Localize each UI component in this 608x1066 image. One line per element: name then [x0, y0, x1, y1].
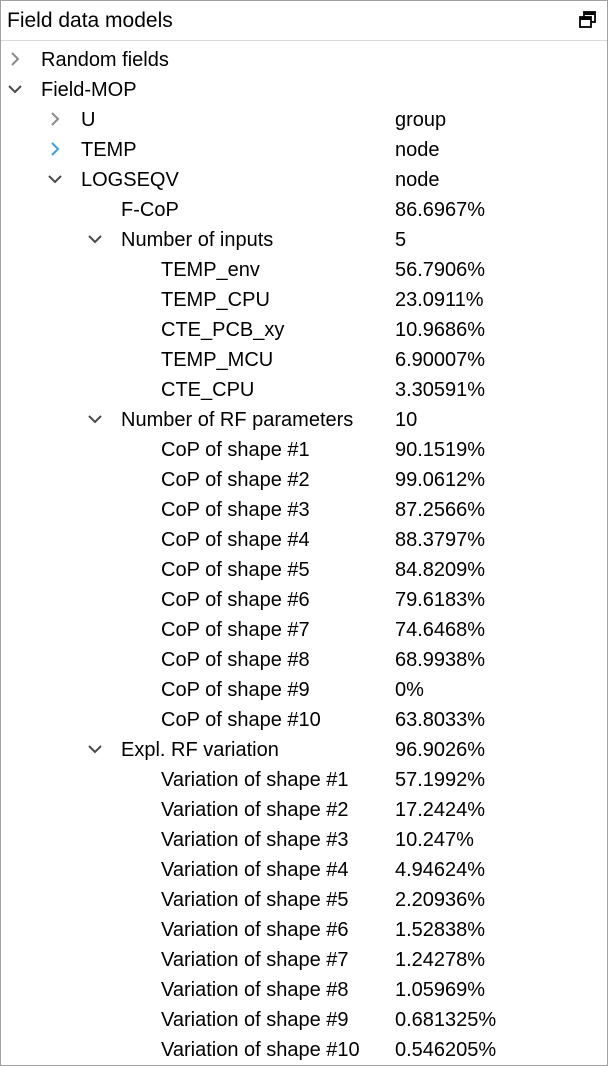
- tree-item-label: CoP of shape #4: [161, 529, 310, 551]
- tree-item-value: 5: [395, 229, 407, 251]
- tree-item[interactable]: [1, 735, 607, 765]
- chevron-right-icon[interactable]: [47, 111, 63, 127]
- tree-item[interactable]: [1, 465, 607, 495]
- tree-item-value: node: [395, 169, 440, 191]
- tree-item-value: 6.90007%: [395, 349, 486, 371]
- tree-item[interactable]: [1, 855, 607, 885]
- tree-item-label: Variation of shape #9: [161, 1009, 349, 1031]
- tree-item-value: 23.0911%: [395, 289, 484, 311]
- tree-item-value: 10: [395, 409, 418, 431]
- tree-item-label: U: [81, 109, 96, 131]
- tree-item-value: 63.8033%: [395, 709, 486, 731]
- tree-item[interactable]: [1, 885, 607, 915]
- tree-item-value: 1.05969%: [395, 979, 486, 1001]
- tree-item-value: 4.94624%: [395, 859, 486, 881]
- tree-item-label: Number of inputs: [121, 229, 274, 251]
- tree-item[interactable]: [1, 435, 607, 465]
- tree-item[interactable]: [1, 285, 607, 315]
- tree-item-value: 56.7906%: [395, 259, 486, 281]
- tree-item-label: CoP of shape #9: [161, 679, 310, 701]
- tree-item-value: 86.6967%: [395, 199, 486, 221]
- tree-item[interactable]: [1, 495, 607, 525]
- tree-item[interactable]: [1, 1035, 607, 1065]
- tree-item-value: 90.1519%: [395, 439, 486, 461]
- tree-view[interactable]: [1, 45, 607, 1065]
- tree-item-label: Variation of shape #5: [161, 889, 349, 911]
- tree-item-value: 10.9686%: [395, 319, 486, 341]
- chevron-down-icon[interactable]: [87, 231, 103, 247]
- tree-item-value: group: [395, 109, 447, 131]
- tree-item-value: 84.8209%: [395, 559, 486, 581]
- tree-item-label: Field-MOP: [41, 79, 137, 101]
- tree-item-label: F-CoP: [121, 199, 179, 221]
- tree-item[interactable]: [1, 405, 607, 435]
- tree-item-label: CTE_CPU: [161, 379, 255, 401]
- tree-item[interactable]: [1, 225, 607, 255]
- tree-item-label: Variation of shape #6: [161, 919, 349, 941]
- tree-item[interactable]: [1, 375, 607, 405]
- tree-item-value: 3.30591%: [395, 379, 486, 401]
- tree-item[interactable]: [1, 555, 607, 585]
- tree-item-label: TEMP_env: [161, 259, 260, 281]
- tree-item-value: 68.9938%: [395, 649, 486, 671]
- tree-item-label: TEMP_CPU: [161, 289, 270, 311]
- panel-titlebar: [1, 1, 607, 41]
- tree-item-value: node: [395, 139, 440, 161]
- tree-item[interactable]: [1, 675, 607, 705]
- chevron-right-icon[interactable]: [7, 51, 23, 67]
- tree-item[interactable]: [1, 945, 607, 975]
- tree-item-label: Variation of shape #8: [161, 979, 349, 1001]
- tree-item-label: CoP of shape #3: [161, 499, 310, 521]
- tree-item-label: Variation of shape #1: [161, 769, 349, 791]
- tree-item-value: 88.3797%: [395, 529, 486, 551]
- tree-item[interactable]: [1, 585, 607, 615]
- tree-item-label: CoP of shape #7: [161, 619, 310, 641]
- tree-item-label: Random fields: [41, 49, 169, 71]
- tree-item-label: TEMP: [81, 139, 137, 161]
- tree-item-value: 74.6468%: [395, 619, 486, 641]
- chevron-down-icon[interactable]: [7, 81, 23, 97]
- tree-item[interactable]: [1, 255, 607, 285]
- tree-item-label: LOGSEQV: [81, 169, 179, 191]
- tree-item-value: 2.20936%: [395, 889, 486, 911]
- tree-item-label: TEMP_MCU: [161, 349, 274, 371]
- tree-item-label: Variation of shape #10: [161, 1039, 360, 1061]
- tree-item-value: 17.2424%: [395, 799, 486, 821]
- tree-item-label: Variation of shape #4: [161, 859, 349, 881]
- tree-item-label: CoP of shape #2: [161, 469, 310, 491]
- tree-item[interactable]: [1, 645, 607, 675]
- tree-item[interactable]: [1, 315, 607, 345]
- tree-item-value: 0%: [395, 679, 424, 701]
- tree-item-value: 1.52838%: [395, 919, 486, 941]
- tree-item[interactable]: [1, 615, 607, 645]
- chevron-right-icon[interactable]: [47, 141, 63, 157]
- tree-item[interactable]: [1, 975, 607, 1005]
- tree-item[interactable]: [1, 825, 607, 855]
- tree-item[interactable]: [1, 525, 607, 555]
- tree-item-label: CoP of shape #5: [161, 559, 310, 581]
- tree-item[interactable]: [1, 45, 607, 75]
- tree-item-value: 0.546205%: [395, 1039, 497, 1061]
- tree-item-value: 0.681325%: [395, 1009, 497, 1031]
- tree-item-value: 99.0612%: [395, 469, 486, 491]
- chevron-down-icon[interactable]: [87, 741, 103, 757]
- tree-item-value: 79.6183%: [395, 589, 486, 611]
- tree-item-label: CoP of shape #1: [161, 439, 310, 461]
- panel-title: Field data models: [7, 9, 173, 32]
- tree-item[interactable]: [1, 75, 607, 105]
- tree-item-value: 96.9026%: [395, 739, 486, 761]
- tree-item-value: 1.24278%: [395, 949, 486, 971]
- tree-item[interactable]: [1, 705, 607, 735]
- tree-item[interactable]: [1, 165, 607, 195]
- tree-item-label: Variation of shape #3: [161, 829, 349, 851]
- tree-item-label: Number of RF parameters: [121, 409, 354, 431]
- tree-item-value: 87.2566%: [395, 499, 486, 521]
- tree-item-label: Expl. RF variation: [121, 739, 279, 761]
- tree-item[interactable]: [1, 105, 607, 135]
- tree-item[interactable]: [1, 195, 607, 225]
- tree-item-label: Variation of shape #7: [161, 949, 349, 971]
- tree-item[interactable]: [1, 1005, 607, 1035]
- tree-item-label: CoP of shape #8: [161, 649, 310, 671]
- tree-item[interactable]: [1, 795, 607, 825]
- tree-item-label: Variation of shape #2: [161, 799, 349, 821]
- float-window-icon[interactable]: [577, 10, 599, 30]
- tree-item[interactable]: [1, 345, 607, 375]
- tree-item-value: 10.247%: [395, 829, 474, 851]
- tree-item-label: CoP of shape #6: [161, 589, 310, 611]
- tree-item-value: 57.1992%: [395, 769, 486, 791]
- chevron-down-icon[interactable]: [87, 411, 103, 427]
- tree-item-label: CoP of shape #10: [161, 709, 321, 731]
- chevron-down-icon[interactable]: [47, 171, 63, 187]
- tree-item[interactable]: [1, 135, 607, 165]
- tree-item[interactable]: [1, 765, 607, 795]
- tree-item-label: CTE_PCB_xy: [161, 319, 285, 341]
- tree-item[interactable]: [1, 915, 607, 945]
